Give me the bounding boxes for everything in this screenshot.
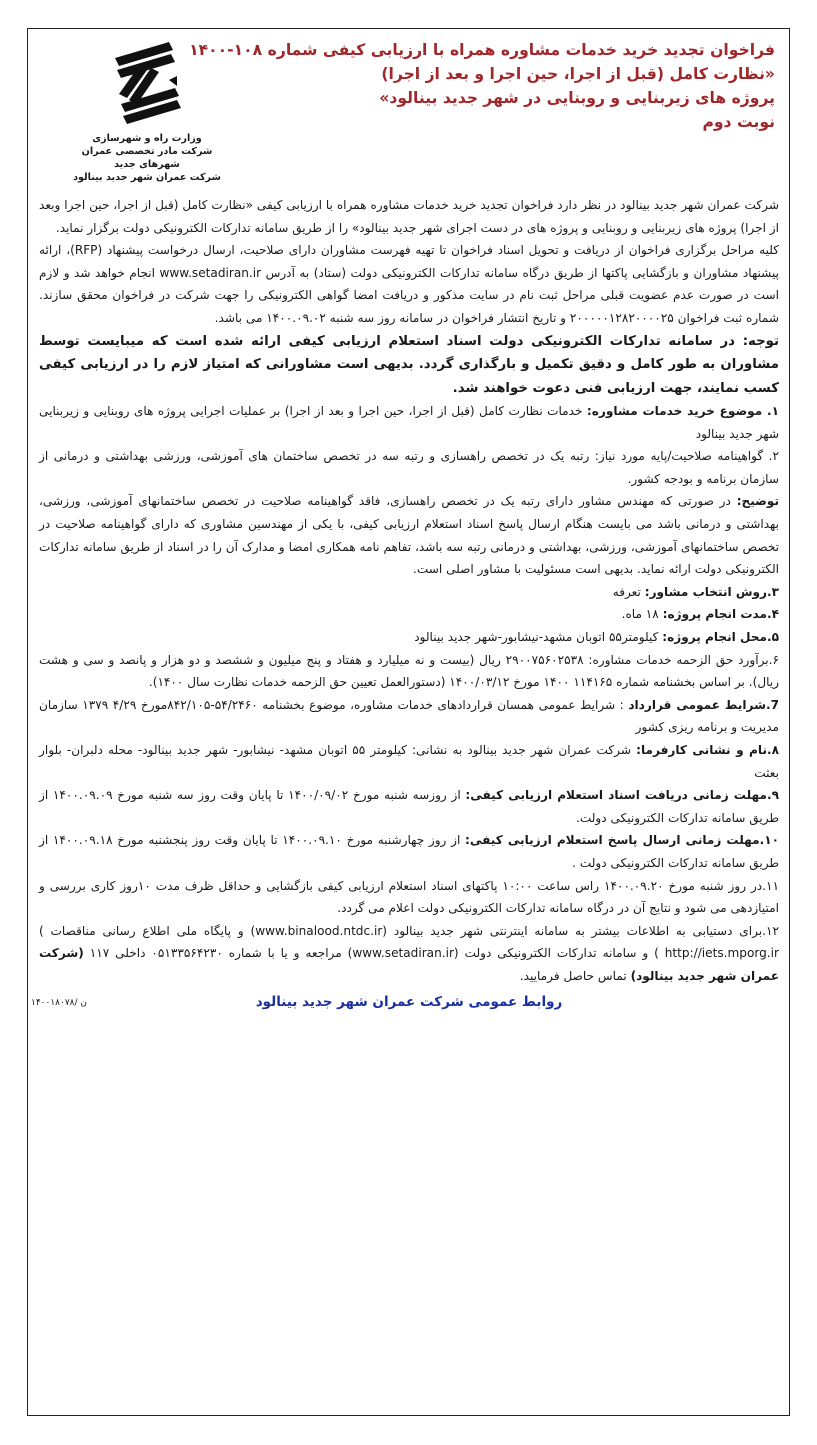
item-5 xyxy=(39,626,779,649)
explain xyxy=(39,490,779,580)
logo-line-2: شرکت مادر تخصصی عمران شهرهای جدید xyxy=(81,146,213,170)
item-12-text-d: مراجعه و یا با شماره ۰۵۱۳۳۵۶۴۲۳۰ داخلی ۱۱۷ xyxy=(89,946,342,961)
binalood-url[interactable]: (www.binalood.ntdc.ir) xyxy=(250,923,388,938)
item-8 xyxy=(39,739,779,784)
setad-url-2[interactable]: (www.setadiran.ir) xyxy=(347,946,459,961)
item-1-text: خدمات نظارت کامل (قبل از اجرا، حین اجرا و بعد از اجرا) بر عملیات اجرایی پروژه های روبنایی و زیربنایی شهر جدید بینالود xyxy=(39,404,779,441)
item-3-label: ۳.روش انتخاب مشاور: xyxy=(644,584,779,599)
item-4-text: ۱۸ ماه. xyxy=(621,607,659,622)
item-10-label: ۱۰.مهلت زمانی ارسال پاسخ استعلام ارزیابی کیفی: xyxy=(465,833,779,848)
notice-paragraph: توجه: در سامانه تدارکات الکترونیکی دولت اسناد استعلام ارزیابی کیفی ارائه شده است که میبایست توسط مشاوران به طور کامل و دقیق تکمیل و بارگذاری گردد. بدیهی است مشاورانی که امتیاز لازم را در ارزیابی کیفی کسب نمایند، جهت ارزیابی فنی دعوت خواهند شد. xyxy=(39,333,779,396)
explain-text: در صورتی که مهندس مشاور دارای رتبه یک در تخصص راهسازی، فاقد گواهینامه صلاحیت در تخصص ساختمانهای آموزشی، ورزشی، بهداشتی و درمانی باشد می بایست هنگام ارسال پاسخ اسناد استعلام ارزیابی کیفی، با یکی از مهندسین مشاوری که دارای گواهینامه صلاحیت در تخصص ساختمانهای آموزشی، ورزشی، بهداشتی و درمانی رتبه سه باشد، تفاهم نامه همکاری امضا و مدارک آن را در اسناد از طریق سامانه تدارکات الکترونیکی دولت ارائه نماید. بدیهی است مسئولیت با مشاور اصلی است. xyxy=(39,494,779,577)
advertisement xyxy=(33,34,785,1022)
item-2: ۲. گواهینامه صلاحیت/پایه مورد نیاز: رتبه یک در تخصص راهسازی و رتبه سه در تخصص ساختمان های آموزشی، ورزشی بهداشتی و درمانی از سازمان برنامه و بودجه کشور. xyxy=(39,449,779,486)
company-emblem-icon xyxy=(107,40,187,132)
ad-body xyxy=(33,194,785,988)
steps-paragraph xyxy=(39,239,779,329)
title-line-2: «نظارت کامل (قبل از اجرا، حین اجرا و بعد از اجرا) xyxy=(381,65,775,83)
ad-footer xyxy=(33,992,785,1022)
steps-text-b: انجام خواهد شد و لازم است در صورت عدم عضویت قبلی مراحل ثبت نام در سایت مذکور و دریافت امضا گواهی الکترونیکی را جهت شرکت در فراخوان محقق سازند. شماره ثبت فراخوان ۲۰۰۰۰۰۱۲۸۲۰۰۰۰۲۵ و تاریخ انتشار فراخوان در سامانه روز سه شنبه ۱۴۰۰.۰۹.۰۲ می باشد. xyxy=(39,265,779,325)
ad-header xyxy=(33,34,785,194)
item-8-text: شرکت عمران شهر جدید بینالود به نشانی: کیلومتر ۵۵ اتوبان مشهد- نیشابور- شهر جدید بینالود- محله دلبران- بلوار بعثت xyxy=(39,742,779,780)
item-12-text-e: تماس حاصل فرمایید. xyxy=(519,968,627,983)
item-9-label: ۹.مهلت زمانی دریافت اسناد استعلام ارزیابی کیفی: xyxy=(465,788,779,803)
iets-url[interactable]: ( http://iets.mporg.ir xyxy=(39,923,779,961)
item-12-company: (شرکت عمران شهر جدید بینالود) xyxy=(39,946,779,983)
title-line-3: پروژه های زیربنایی و روبنایی در شهر جدید بینالود» xyxy=(379,89,775,107)
item-9-text: از روزسه شنبه مورخ ۱۴۰۰/۰۹/۰۲ تا پایان وقت روز سه شنبه مورخ ۱۴۰۰.۰۹.۰۹ از طریق سامانه تدارکات الکترونیکی دولت. xyxy=(39,788,779,825)
title-line-4: نوبت دوم xyxy=(702,113,775,131)
company-logo xyxy=(67,40,227,184)
item-10-text: از روز چهارشنبه مورخ ۱۴۰۰.۰۹.۱۰ تا پایان وقت روز پنجشنبه مورخ ۱۴۰۰.۰۹.۱۸ از طریق سامانه تدارکات الکترونیکی دولت . xyxy=(39,833,779,870)
setad-url[interactable]: www.setadiran.ir xyxy=(159,265,262,280)
explain-label: توضیح: xyxy=(736,494,779,509)
intro-paragraph: شرکت عمران شهر جدید بینالود در نظر دارد فراخوان تجدید خرید خدمات مشاوره همراه با ارزیابی کیفی «نظارت کامل (قبل از اجرا، حین اجرا وبعد از اجرا) پروژه های زیربنایی و روبنایی و پروژه های در دست اجرای شهر جدید بینالود» را از طریق سامانه تدارکات الکترونیکی دولت برگزار نماید. xyxy=(39,198,779,235)
item-5-label: ۵.محل انجام پروژه: xyxy=(662,630,779,644)
item-1-label: ۱. موضوع خرید خدمات مشاوره: xyxy=(586,404,779,419)
item-10 xyxy=(39,829,779,874)
ad-code: ۱۴۰۰۱۸۰۷۸/ ن xyxy=(31,997,88,1008)
item-12-text-b: و پایگاه ملی اطلاع رسانی مناقصات xyxy=(50,923,244,938)
item-11: ۱۱.در روز شنبه مورخ ۱۴۰۰.۰۹.۲۰ راس ساعت ۱۰:۰۰ پاکتهای اسناد استعلام ارزیابی کیفی بازگشایی و حداقل ظرف مدت ۱۰روز کاری بررسی و امتیازدهی می شود و نتایج آن در درگاه سامانه تدارکات الکترونیکی دولت اعلام می گردد. xyxy=(39,878,780,916)
item-1 xyxy=(39,400,779,445)
item-7-label: 7.شرایط عمومی قرارداد xyxy=(628,697,779,712)
item-9 xyxy=(39,784,779,829)
title-block xyxy=(189,38,775,134)
item-12-text-c: ) و سامانه تدارکات الکترونیکی دولت xyxy=(464,946,659,961)
item-5-text: کیلومتر۵۵ اتوبان مشهد-نیشابور-شهر جدید بینالود xyxy=(414,630,659,644)
item-7-text: : شرایط عمومی همسان قراردادهای خدمات مشاوره، موضوع بخشنامه ۵۴/۲۴۶۰-۸۴۲/۱۰۵مورخ ۴/۲۹ ۱۳۷۹ سازمان مدیریت و برنامه ریزی کشور xyxy=(39,697,779,735)
item-12-text-a: ۱۲.برای دستیابی به اطلاعات بیشتر به سامانه اینترنتی شهر جدید بینالود xyxy=(393,923,779,938)
steps-text-a: کلیه مراحل برگزاری فراخوان از دریافت و تحویل اسناد فراخوان تا تهیه فهرست مشاوران دارای صلاحیت، ارسال درخواست پیشنهاد (RFP)، ارائه پیشنهاد مشاوران و بازگشایی پاکتها از طریق درگاه سامانه تدارکات الکترونیکی دولت (ستاد) به آدرس xyxy=(39,243,779,280)
item-4-label: ۴.مدت انجام پروژه: xyxy=(662,607,779,622)
logo-line-1: وزارت راه و شهرسازی xyxy=(92,133,202,144)
item-6: ۶.برآورد حق الزحمه خدمات مشاوره: ۲۹۰۰۷۵۶۰۲۵۳۸ ریال (بیست و نه میلیارد و هفتاد و پنج میلیون و ششصد و دو هزار و پانصد و سی و هشت ریال). بر اساس بخشنامه شماره ۱۱۴۱۶۵ ۱۴۰۰ مورخ ۱۴۰۰/۰۳/۱۲ (دستورالعمل تعیین حق الزحمه خدمات نظارت سال ۱۴۰۰). xyxy=(39,652,779,690)
logo-line-3: شرکت عمران شهر جدید بینالود xyxy=(73,172,221,183)
item-3 xyxy=(39,581,779,604)
item-4 xyxy=(39,603,779,626)
item-7 xyxy=(39,694,779,739)
title-line-1: فراخوان تجدید خرید خدمات مشاوره همراه با ارزیابی کیفی شماره ۱۰۸-۱۴۰۰ xyxy=(189,41,775,59)
item-8-label: ۸.نام و نشانی کارفرما: xyxy=(636,742,779,757)
item-12 xyxy=(39,920,779,988)
signature: روابط عمومی شرکت عمران شهر جدید بینالود xyxy=(255,993,563,1010)
item-3-text: تعرفه xyxy=(612,584,641,599)
